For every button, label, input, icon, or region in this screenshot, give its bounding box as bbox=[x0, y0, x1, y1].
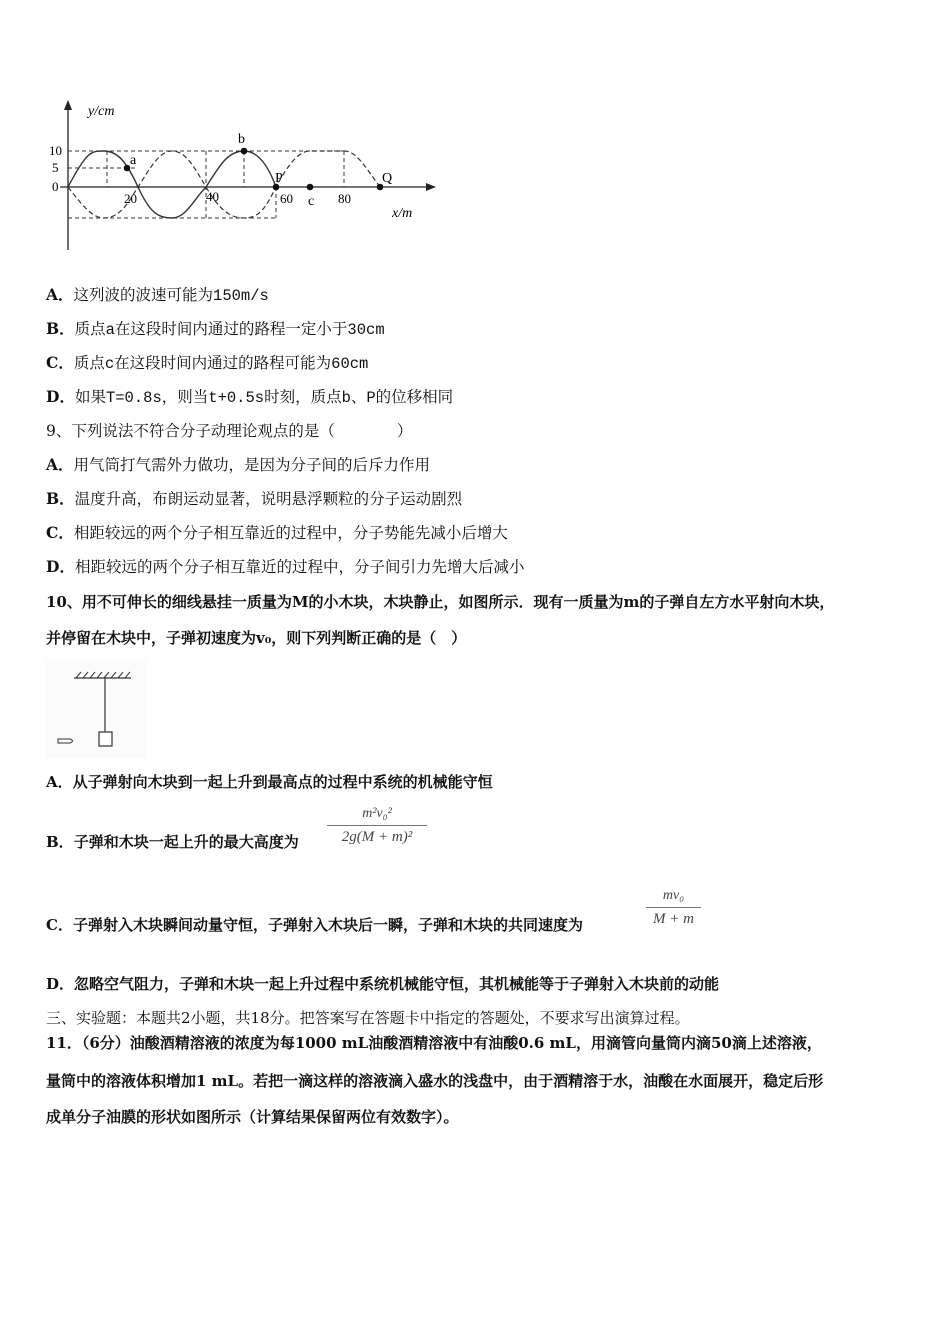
option-text: 子弹射入木块瞬间动量守恒，子弹射入木块后一瞬，子弹和木块的共同速度为 bbox=[72, 916, 583, 934]
q9-stem: 9、下列说法不符合分子动理论观点的是（ ） bbox=[46, 422, 413, 440]
y-tick-10: 10 bbox=[49, 143, 62, 158]
option-text: 子弹和木块一起上升的最大高度为 bbox=[73, 833, 299, 851]
x-label: x/m bbox=[392, 206, 413, 221]
q8-option-c bbox=[46, 353, 368, 374]
q9-option-c bbox=[46, 523, 508, 543]
q8-option-d bbox=[46, 387, 453, 408]
section-three-heading: 三、实验题：本题共2小题，共18分。把答案写在答题卡中指定的答题处，不要求写出演算过程。 bbox=[46, 1009, 690, 1027]
point-b bbox=[241, 148, 248, 155]
y-label: y/cm bbox=[88, 104, 115, 119]
x-tick-60: 60 bbox=[280, 191, 293, 206]
q11-line2: 量筒中的溶液体积增加1 mL。若把一滴这样的溶液滴入盛水的浅盘中，由于酒精溶于水，油酸在水面展开，稳定后形 bbox=[46, 1072, 824, 1090]
q9-option-b bbox=[46, 489, 462, 509]
formula-c-numerator: mv₀ bbox=[662, 888, 685, 903]
option-label: D． bbox=[46, 557, 75, 576]
formula-c-denominator: M + m bbox=[653, 911, 694, 927]
point-c bbox=[307, 184, 314, 191]
option-text: 质点a在这段时间内通过的路程一定小于30cm bbox=[74, 321, 385, 339]
q11-line1: 11．（6分）油酸酒精溶液的浓度为每1000 mL油酸酒精溶液中有油酸0.6 mL，用滴管向量筒内滴50滴上述溶液， bbox=[46, 1034, 822, 1052]
option-text: 忽略空气阻力，子弹和木块一起上升过程中系统机械能守恒，其机械能等于子弹射入木块前的动能 bbox=[74, 975, 720, 993]
x-axis-arrow bbox=[426, 183, 436, 191]
q8-option-b bbox=[46, 319, 385, 340]
option-label: D． bbox=[46, 975, 75, 993]
wooden-block bbox=[99, 732, 112, 746]
label-a: a bbox=[130, 153, 137, 168]
option-label: A． bbox=[46, 455, 74, 474]
option-text: 温度升高，布朗运动显著，说明悬浮颗粒的分子运动剧烈 bbox=[74, 490, 463, 508]
option-label: B． bbox=[46, 833, 74, 851]
pendulum-figure bbox=[46, 660, 146, 758]
option-text: 用气筒打气需外力做功，是因为分子间的后斥力作用 bbox=[73, 456, 431, 474]
option-label: C． bbox=[46, 523, 74, 542]
q10-option-b bbox=[46, 832, 299, 852]
formula-b-numerator: m²v₀² bbox=[362, 806, 392, 821]
q10-stem-line1: 10、用不可伸长的细线悬挂一质量为M的小木块，木块静止，如图所示．现有一质量为m的子弹自左方水平射向木块， bbox=[46, 593, 835, 611]
label-q: Q bbox=[382, 171, 393, 186]
formula-b-denominator: 2g(M + m)² bbox=[341, 829, 413, 845]
x-tick-40: 40 bbox=[206, 189, 219, 204]
bullet bbox=[58, 739, 73, 743]
solid-wave bbox=[68, 151, 276, 218]
option-label: C． bbox=[46, 353, 74, 372]
q9-option-a bbox=[46, 455, 430, 475]
option-label: B． bbox=[46, 489, 75, 508]
option-text: 质点c在这段时间内通过的路程可能为60cm bbox=[73, 355, 369, 373]
option-text: 相距较远的两个分子相互靠近的过程中，分子间引力先增大后减小 bbox=[74, 558, 525, 576]
label-c: c bbox=[308, 194, 315, 209]
option-text: 从子弹射向木块到一起上升到最高点的过程中系统的机械能守恒 bbox=[72, 773, 493, 791]
x-tick-20: 20 bbox=[124, 191, 137, 206]
q9-option-d bbox=[46, 557, 524, 577]
q10-option-c bbox=[46, 915, 583, 935]
option-label: A． bbox=[46, 285, 74, 304]
q8-option-a bbox=[46, 285, 269, 306]
wave-figure bbox=[40, 95, 450, 255]
q10-stem-line2: 并停留在木块中，子弹初速度为v₀，则下列判断正确的是（ ） bbox=[46, 629, 467, 647]
q10-option-d bbox=[46, 974, 719, 994]
option-label: A． bbox=[46, 773, 73, 791]
option-label: C． bbox=[46, 916, 73, 934]
y-tick-0: 0 bbox=[52, 179, 59, 194]
formula-c bbox=[646, 888, 701, 928]
option-label: D． bbox=[46, 387, 75, 406]
q10-option-a bbox=[46, 772, 493, 792]
formula-b bbox=[327, 806, 427, 846]
label-b: b bbox=[238, 132, 245, 147]
option-text: 相距较远的两个分子相互靠近的过程中，分子势能先减小后增大 bbox=[73, 524, 508, 542]
label-p: P bbox=[275, 171, 283, 186]
x-tick-80: 80 bbox=[338, 191, 351, 206]
q11-line3: 成单分子油膜的形状如图所示（计算结果保留两位有效数字）。 bbox=[46, 1108, 459, 1126]
y-axis-arrow bbox=[64, 100, 72, 110]
option-text: 如果T=0.8s，则当t+0.5s时刻，质点b、P的位移相同 bbox=[74, 389, 454, 407]
option-label: B． bbox=[46, 319, 75, 338]
y-tick-5: 5 bbox=[52, 160, 59, 175]
option-text: 这列波的波速可能为150m/s bbox=[73, 287, 269, 305]
